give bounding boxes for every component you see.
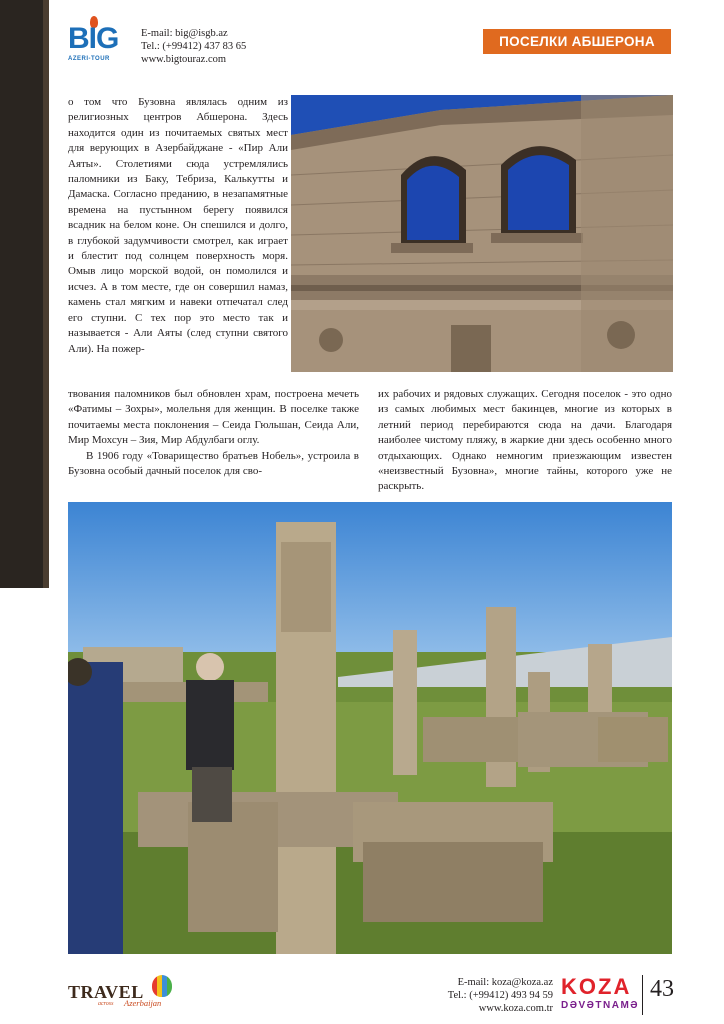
travel-logo-text: TRAVEL bbox=[68, 982, 144, 1002]
footer-tel: Tel.: (+99412) 493 94 59 bbox=[447, 990, 553, 1001]
section-title: ПОСЕЛКИ АБШЕРОНА bbox=[483, 29, 671, 54]
article-column-right bbox=[378, 387, 672, 495]
article-column-left-top bbox=[68, 95, 288, 357]
footer-contact bbox=[410, 976, 553, 1015]
header-contact bbox=[141, 27, 246, 66]
footer-email: E-mail: koza@koza.az bbox=[457, 977, 553, 988]
page-edge-strip bbox=[0, 0, 49, 588]
koza-brand: KOZA bbox=[561, 974, 632, 999]
page-number: 43 bbox=[650, 976, 674, 1002]
big-azeri-tour-logo bbox=[68, 16, 126, 62]
header-tel: Tel.: (+99412) 437 83 65 bbox=[141, 41, 247, 52]
article-paragraph: о том что Бузовна являлась одним из религиозных центров Абшерона. Здесь находится один из почитаемых святых мест для верующих в Азербайджане - «Пир Али Аяты». Столетиями сюда устремлялись паломники из Баку, Тебриза, Калькутты и Дамаска. Согласно преданию, в незапамятные времена на пустынном берегу появился всадник на белом коне. Он спешился и долго, в глубокой задумчивости смотрел, как играет и блестит под солнцем поверхность моря. Омыв лицо морской водой, он помолился и исчез. А в том месте, где он совершил намаз, камень стал мягким и навеки отпечатал след его ступни. С тех пор это место так и называется - Али Аяты (след ступни святого Али). На пожер- bbox=[68, 96, 288, 355]
article-paragraph: твования паломников был обновлен храм, построена мечеть «Фатимы – Зохры», молельня для женщин. В поселке также почитаемы места поклонения – Сеида Гюльшан, Сеида Али, Мир Мохсун – Зия, Мир Абдулбаги оглу. bbox=[68, 388, 359, 447]
article-paragraph: их рабочих и рядовых служащих. Сегодня поселок - это одно из самых любимых мест бакинцев, многие из которых в летний период перебираются сюда на дачи. Благодаря наиболее чистому пляжу, в жаркие дни здесь особенно много отдыхающих. Однако немногим приезжающим известен «неизвестный Бузовна», многие тайны, которого уже не раскрыть. bbox=[378, 388, 672, 493]
travel-logo-across: across bbox=[98, 1001, 114, 1007]
travel-logo-country: Azerbaijan bbox=[124, 998, 162, 1008]
logo-subtext: AZERI-TOUR bbox=[68, 56, 110, 62]
building-facade-photo bbox=[291, 95, 673, 372]
koza-subbrand: DƏVƏTNAMƏ bbox=[561, 1000, 640, 1011]
article-column-left-bottom bbox=[68, 387, 359, 479]
koza-logo bbox=[561, 974, 640, 1016]
travel-azerbaijan-logo bbox=[68, 975, 178, 1011]
logo-text: BIG bbox=[68, 22, 119, 55]
hot-air-balloon-icon bbox=[152, 975, 172, 997]
footer-web: www.koza.com.tr bbox=[478, 1003, 553, 1014]
page-number-divider bbox=[642, 975, 643, 1015]
article-paragraph: В 1906 году «Товарищество братьев Нобель», устроила в Бузовна особый дачный поселок для сво- bbox=[68, 449, 359, 478]
cemetery-photo bbox=[68, 502, 672, 954]
header-web: www.bigtouraz.com bbox=[141, 54, 227, 65]
header-email: E-mail: big@isgb.az bbox=[141, 28, 228, 39]
